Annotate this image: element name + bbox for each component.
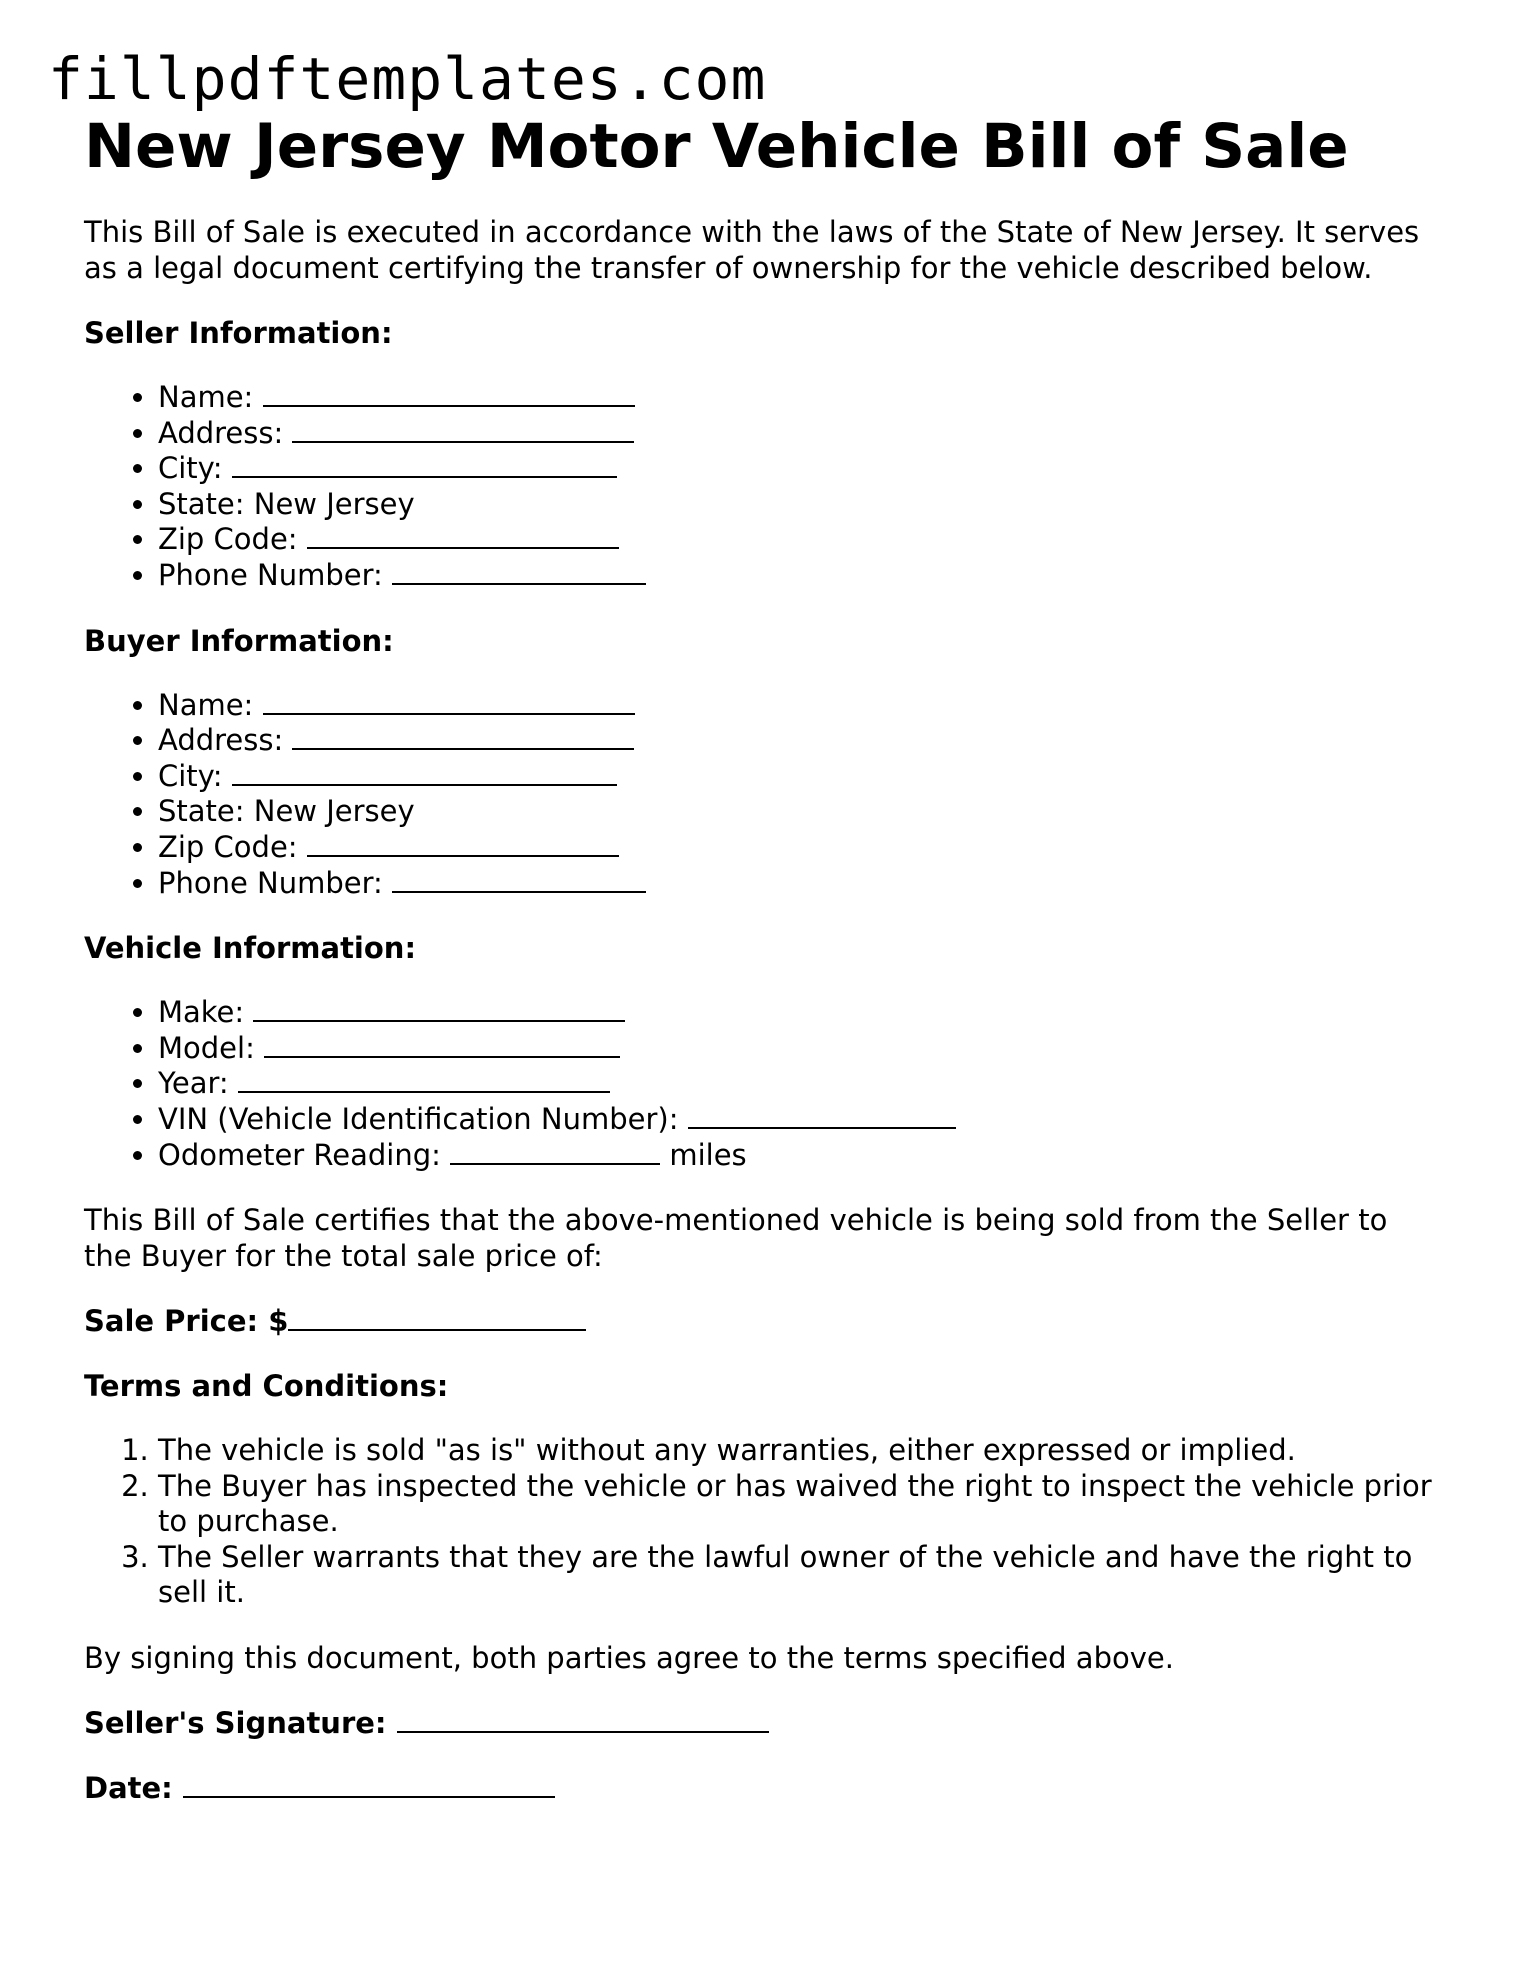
vehicle-vin-blank[interactable] <box>688 1105 956 1129</box>
buyer-phone-field <box>158 866 1444 902</box>
intro-paragraph: This Bill of Sale is executed in accordance with the laws of the State of New Jersey. It serves as a legal document certifying the transfer of ownership for the vehicle described below. <box>84 215 1420 285</box>
terms-item-3: 3. The Seller warrants that they are the lawful owner of the vehicle and have the right to sell it. <box>158 1540 1444 1611</box>
seller-name-blank[interactable] <box>263 383 635 407</box>
terms-item-1: 1. The vehicle is sold "as is" without any warranties, either expressed or implied. <box>158 1433 1444 1469</box>
vehicle-model-field <box>158 1031 1444 1067</box>
seller-signature-label: Seller's Signature: <box>84 1706 387 1741</box>
sale-price-line <box>84 1303 1444 1339</box>
vehicle-section-heading: Vehicle Information: <box>84 931 417 966</box>
terms-section-heading: Terms and Conditions: <box>84 1369 449 1404</box>
buyer-city-label: City: <box>158 758 223 793</box>
date-blank[interactable] <box>183 1774 555 1798</box>
seller-signature-line <box>84 1705 1444 1741</box>
sale-price-label: Sale Price: $ <box>84 1304 289 1339</box>
buyer-phone-label: Phone Number: <box>158 865 383 900</box>
seller-phone-blank[interactable] <box>392 561 646 585</box>
seller-section-heading: Seller Information: <box>84 316 393 350</box>
vehicle-model-blank[interactable] <box>264 1034 620 1058</box>
buyer-zip-field <box>158 830 1444 866</box>
buyer-name-blank[interactable] <box>263 691 635 715</box>
seller-name-label: Name: <box>158 380 254 414</box>
sale-price-blank[interactable] <box>288 1307 586 1331</box>
vehicle-odometer-blank[interactable] <box>450 1141 660 1165</box>
agreement-paragraph: By signing this document, both parties agree to the terms specified above. <box>84 1641 1174 1676</box>
seller-phone-field <box>158 558 1444 594</box>
seller-fields-list <box>84 380 1444 594</box>
vehicle-make-label: Make: <box>158 995 245 1030</box>
seller-state-field <box>158 487 1444 523</box>
buyer-address-label: Address: <box>158 723 284 758</box>
vehicle-fields-list <box>84 995 1444 1173</box>
buyer-zip-blank[interactable] <box>307 833 619 857</box>
seller-address-label: Address: <box>158 415 284 450</box>
buyer-name-field <box>158 688 1444 724</box>
vehicle-vin-field <box>158 1102 1444 1138</box>
date-label: Date: <box>84 1771 173 1806</box>
buyer-section-heading: Buyer Information: <box>84 623 394 658</box>
vehicle-year-field <box>158 1066 1444 1102</box>
vehicle-year-label: Year: <box>158 1066 229 1101</box>
buyer-phone-blank[interactable] <box>392 869 646 893</box>
vehicle-make-field <box>158 995 1444 1031</box>
seller-zip-blank[interactable] <box>307 525 619 549</box>
vehicle-odometer-unit: miles <box>669 1137 747 1172</box>
seller-phone-label: Phone Number: <box>158 557 383 592</box>
watermark-text: fillpdftemplates.com <box>48 45 767 113</box>
vehicle-odometer-field <box>158 1138 1444 1174</box>
buyer-zip-label: Zip Code: <box>158 829 298 864</box>
document-body <box>84 110 1444 1806</box>
vehicle-odometer-label: Odometer Reading: <box>158 1137 441 1172</box>
seller-state-text: State: New Jersey <box>158 486 415 521</box>
terms-item-2: 2. The Buyer has inspected the vehicle or has waived the right to inspect the vehicle prior to purchase. <box>158 1469 1444 1540</box>
seller-city-blank[interactable] <box>232 454 617 478</box>
seller-city-field <box>158 451 1444 487</box>
seller-address-field <box>158 416 1444 452</box>
seller-address-blank[interactable] <box>292 419 634 443</box>
buyer-fields-list <box>84 688 1444 902</box>
buyer-state-text: State: New Jersey <box>158 794 415 829</box>
buyer-address-blank[interactable] <box>292 726 634 750</box>
buyer-city-field <box>158 759 1444 795</box>
buyer-city-blank[interactable] <box>232 762 617 786</box>
buyer-name-label: Name: <box>158 687 254 722</box>
certify-paragraph: This Bill of Sale certifies that the above-mentioned vehicle is being sold from the Seller to the Buyer for the total sale price of: <box>84 1203 1388 1274</box>
buyer-address-field <box>158 723 1444 759</box>
date-line <box>84 1770 1444 1806</box>
vehicle-make-blank[interactable] <box>253 998 625 1022</box>
seller-signature-blank[interactable] <box>397 1709 769 1733</box>
vehicle-year-blank[interactable] <box>238 1069 610 1093</box>
buyer-state-field <box>158 794 1444 830</box>
seller-zip-label: Zip Code: <box>158 522 298 557</box>
document-title: New Jersey Motor Vehicle Bill of Sale <box>84 111 1349 182</box>
seller-city-label: City: <box>158 451 223 486</box>
vehicle-vin-label: VIN (Vehicle Identification Number): <box>158 1101 679 1136</box>
vehicle-model-label: Model: <box>158 1030 255 1065</box>
seller-zip-field <box>158 522 1444 558</box>
seller-name-field <box>158 380 1444 416</box>
terms-list <box>84 1433 1444 1611</box>
